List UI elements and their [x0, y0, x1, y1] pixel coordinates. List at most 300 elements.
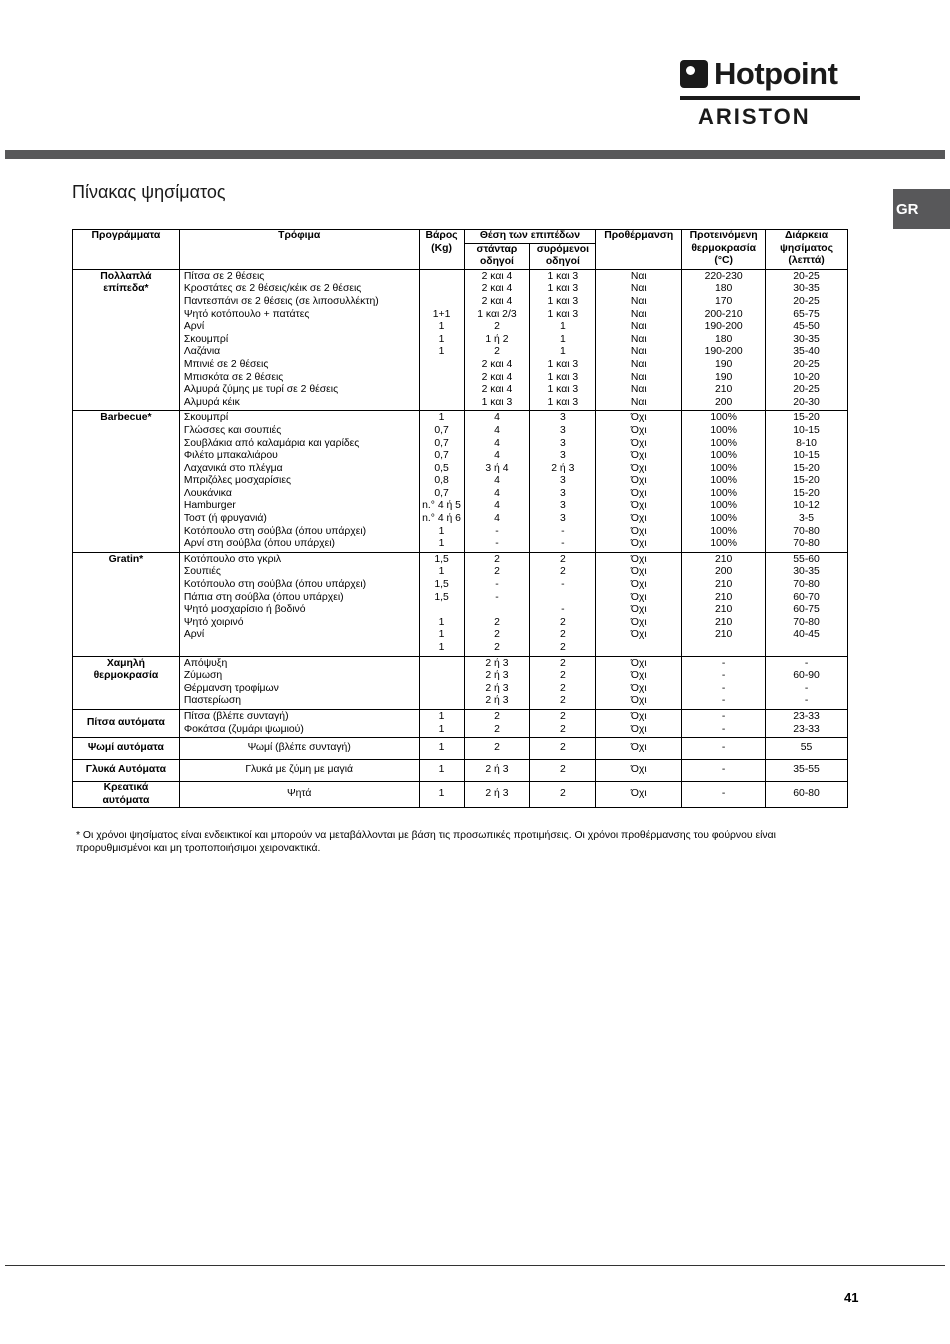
cell-line: 2: [494, 616, 500, 628]
cell-line: 1,5: [434, 579, 449, 591]
cell-line: -: [721, 695, 726, 707]
cell-line: 1: [559, 333, 566, 345]
cell-line: Μπινιέ σε 2 θέσεις: [183, 358, 269, 370]
cell-line: 2: [559, 723, 566, 735]
cell-temp: [682, 411, 766, 553]
cell-line: 210: [714, 553, 733, 565]
cell-line: 170: [714, 295, 733, 307]
cell-line: 45-50: [793, 321, 820, 333]
cell-time: [766, 411, 848, 553]
cell-time: [766, 709, 848, 737]
cell-line: 210: [714, 591, 733, 603]
cell-line: 55-60: [793, 553, 820, 565]
cell-line: [422, 658, 462, 671]
cell-line: 180: [714, 283, 733, 295]
program-group: [73, 738, 848, 760]
cell-line: 1: [438, 723, 445, 735]
cell-line: Όχι: [630, 604, 647, 616]
cell-sliding: [530, 411, 596, 553]
cell-line: 100%: [710, 525, 737, 537]
cell-line: 1 και 3: [481, 396, 513, 408]
cell-line: Όχι: [630, 450, 647, 462]
cell-line: Όχι: [630, 629, 647, 641]
cell-weight: 1: [419, 738, 464, 760]
cell-line: 200-210: [704, 308, 743, 320]
cell-line: Όχι: [630, 553, 647, 565]
cell-line: 2: [559, 710, 566, 722]
cell-line: 1: [438, 538, 445, 550]
cell-line: Γλυκά Αυτόματα: [85, 764, 167, 776]
cell-line: [422, 372, 462, 385]
cell-line: Λαζάνια: [183, 346, 221, 358]
cell-weight: [419, 709, 464, 737]
cell-line: 2 και 4: [481, 384, 513, 396]
cell-line: Όχι: [630, 682, 647, 694]
cell-line: 2 και 4: [481, 371, 513, 383]
cell-weight: 1: [419, 782, 464, 808]
cell-line: 1 και 3: [547, 270, 579, 282]
cell-line: n.° 4 ή 5: [422, 500, 461, 512]
cell-line: 1: [438, 525, 445, 537]
cell-line: -: [721, 657, 726, 669]
cell-line: 0,7: [434, 424, 449, 436]
cell-line: Πίτσα (βλέπε συνταγή): [183, 710, 289, 722]
cell-line: 210: [714, 604, 733, 616]
program-name: [73, 782, 180, 808]
cell-standard: [464, 552, 530, 656]
hotpoint-logo-icon: [680, 60, 708, 88]
cell-line: 1: [438, 333, 445, 345]
header-levels: Θέση των επιπέδων: [464, 230, 596, 244]
cell-food: Ψητά: [179, 782, 419, 808]
cell-food: Ψωμί (βλέπε συνταγή): [179, 738, 419, 760]
header-bar: [5, 150, 945, 159]
cell-line: Ναι: [630, 283, 647, 295]
cell-standard: [464, 269, 530, 411]
cell-weight: [419, 411, 464, 553]
cell-line: 2: [494, 642, 500, 653]
cell-line: Φιλέτο μπακαλιάρου: [183, 450, 278, 462]
program-name: [73, 411, 180, 553]
cell-line: 1 και 2/3: [477, 308, 517, 320]
cell-line: [598, 642, 679, 655]
cell-time: 55: [766, 738, 848, 760]
cell-line: [422, 670, 462, 683]
cell-line: [422, 283, 462, 296]
language-tab: GR: [893, 189, 950, 229]
cell-line: 1,5: [434, 553, 449, 565]
cell-line: Κοτόπουλο στη σούβλα (όπου υπάρχει): [183, 525, 367, 537]
cell-line: 190: [714, 358, 733, 370]
cell-line: 1 και 3: [547, 295, 579, 307]
cell-line: 1: [559, 346, 566, 358]
cell-line: -: [721, 670, 726, 682]
cell-line: Όχι: [630, 513, 647, 525]
cell-line: Λουκάνικα: [183, 487, 232, 499]
table-row: [73, 760, 848, 782]
cell-line: 3: [559, 450, 566, 462]
cell-line: Όχι: [630, 487, 647, 499]
program-group: [73, 709, 848, 737]
cell-line: 1 και 3: [547, 358, 579, 370]
cell-food: [179, 269, 419, 411]
brand-hotpoint: Hotpoint: [714, 56, 838, 91]
cell-line: Αρνί: [183, 321, 205, 333]
cell-line: Όχι: [630, 412, 647, 424]
cell-line: Φοκάτσα (ζυμάρι ψωμιού): [183, 723, 304, 735]
cell-line: 200: [714, 566, 733, 578]
table-row: [73, 782, 848, 808]
cell-line: [684, 642, 763, 655]
cell-line: 2 και 4: [481, 358, 513, 370]
cell-line: 1+1: [432, 308, 451, 320]
cell-line: [768, 642, 845, 655]
cell-line: 1 και 3: [547, 396, 579, 408]
cell-line: 1: [559, 321, 566, 333]
table-row: [73, 738, 848, 760]
cell-preheat: [596, 709, 682, 737]
cell-line: Όχι: [630, 475, 647, 487]
cell-line: Σκουμπρί: [183, 333, 229, 345]
cell-time: [766, 552, 848, 656]
cell-weight: [419, 656, 464, 709]
cell-line: -: [495, 591, 499, 603]
cell-line: -: [721, 682, 726, 694]
cell-line: 2: [559, 629, 566, 641]
cell-line: Όχι: [630, 591, 647, 603]
program-name: [73, 656, 180, 709]
cell-food: [179, 552, 419, 656]
cell-line: 3: [559, 424, 566, 436]
cell-line: 100%: [710, 424, 737, 436]
cell-line: 100%: [710, 500, 737, 512]
cell-line: 100%: [710, 538, 737, 550]
cell-line: Ζύμωση: [183, 670, 223, 682]
cell-temp: [682, 552, 766, 656]
cell-line: 4: [494, 437, 500, 449]
cell-line: Κοτόπουλο στη σούβλα (όπου υπάρχει): [183, 579, 367, 591]
header-temp: Προτεινόμενη θερμοκρασία (°C): [682, 230, 766, 270]
cell-line: Όχι: [630, 710, 647, 722]
header-time: Διάρκεια ψησίματος (λεπτά): [766, 230, 848, 270]
cell-line: 20-25: [793, 358, 820, 370]
cell-line: -: [495, 538, 499, 550]
table-row: [73, 411, 848, 553]
cell-line: 4: [494, 450, 500, 462]
cell-line: 2: [494, 629, 500, 641]
cell-line: 10-15: [793, 424, 820, 436]
cell-line: Ναι: [630, 396, 647, 408]
header-program: Προγράμματα: [73, 230, 180, 270]
cell-temp: [682, 269, 766, 411]
cell-temp: [682, 656, 766, 709]
cell-line: 1: [438, 616, 445, 628]
program-group: [73, 760, 848, 782]
cell-line: n.° 4 ή 6: [422, 513, 461, 525]
cell-line: 15-20: [793, 462, 820, 474]
cell-standard: 2 ή 3: [464, 782, 530, 808]
cell-line: 3: [559, 412, 566, 424]
cell-line: Barbecue*: [100, 412, 152, 424]
cell-line: [422, 384, 462, 397]
cell-line: Όχι: [630, 670, 647, 682]
cell-line: 190-200: [704, 321, 743, 333]
cell-line: Όχι: [630, 723, 647, 735]
cell-line: -: [561, 538, 565, 550]
cell-weight: [419, 552, 464, 656]
cell-line: 70-80: [793, 579, 820, 591]
cell-food: [179, 411, 419, 553]
cell-line: 190: [714, 371, 733, 383]
cell-sliding: 2: [530, 760, 596, 782]
cell-line: 23-33: [793, 723, 820, 735]
cell-line: Λαχανικά στο πλέγμα: [183, 462, 283, 474]
cell-line: Ψητό κοτόπουλο + πατάτες: [183, 308, 310, 320]
cell-standard: 2: [464, 738, 530, 760]
cell-line: 210: [714, 384, 733, 396]
brand-ariston: ARISTON: [698, 104, 811, 129]
cell-line: 2 ή 3: [485, 657, 509, 669]
footer-divider: [5, 1265, 945, 1266]
cell-line: Όχι: [630, 695, 647, 707]
program-name: [73, 760, 180, 782]
cell-standard: [464, 656, 530, 709]
footnote: * Οι χρόνοι ψησίματος είναι ενδεικτικοί και μπορούν να μεταβάλλονται με βάση τις προσωπικές προτιμήσεις. Οι χρόνοι προθέρμανσης του φούρνου είναι προρυθμισμένοι και μη τροποποιήσιμοι χειρονακτικά.: [76, 830, 776, 854]
cell-line: 1 και 3: [547, 384, 579, 396]
program-group: [73, 269, 848, 411]
cell-line: [422, 695, 462, 708]
cell-line: 4: [494, 412, 500, 424]
cell-line: 2: [494, 710, 500, 722]
cell-line: 30-35: [793, 333, 820, 345]
cell-line: Ναι: [630, 333, 647, 345]
program-group: [73, 656, 848, 709]
cell-line: 20-30: [793, 396, 820, 408]
header-sliding: συρόμενοι οδηγοί: [530, 243, 596, 269]
cell-line: 0,8: [434, 475, 449, 487]
cell-line: 4: [494, 475, 500, 487]
table-header: [73, 230, 848, 270]
cell-line: 20-25: [793, 384, 820, 396]
cell-line: Όχι: [630, 525, 647, 537]
cell-line: 1,5: [434, 591, 449, 603]
cell-line: 70-80: [793, 538, 820, 550]
cell-line: 20-25: [793, 295, 820, 307]
cell-line: 1: [438, 629, 445, 641]
cell-line: [422, 683, 462, 696]
cell-line: 2 ή 3: [485, 670, 509, 682]
cell-line: Ναι: [630, 346, 647, 358]
cell-line: Όχι: [630, 657, 647, 669]
cell-line: 100%: [710, 412, 737, 424]
cell-line: Ναι: [630, 270, 647, 282]
cell-line: 3-5: [799, 513, 815, 525]
cell-time: 60-80: [766, 782, 848, 808]
cell-line: Όχι: [630, 579, 647, 591]
cell-line: -: [495, 579, 499, 591]
cell-line: -: [495, 525, 499, 537]
cell-line: 10-20: [793, 371, 820, 383]
cell-line: 0,5: [434, 462, 449, 474]
cell-line: 1 και 3: [547, 308, 579, 320]
cell-line: Κροστάτες σε 2 θέσεις/κέικ σε 2 θέσεις: [183, 283, 362, 295]
cell-line: Όχι: [630, 616, 647, 628]
table-row: [73, 269, 848, 411]
cell-line: 180: [714, 333, 733, 345]
cell-line: 1: [438, 321, 445, 333]
cell-time: [766, 656, 848, 709]
cell-sliding: [530, 269, 596, 411]
cell-line: Όχι: [630, 437, 647, 449]
cell-line: 2 ή 3: [551, 462, 575, 474]
cell-sliding: [530, 552, 596, 656]
cell-line: [184, 642, 417, 655]
cell-line: Ναι: [630, 358, 647, 370]
program-group: [73, 552, 848, 656]
cell-line: Μπριζόλες μοσχαρίσιες: [183, 475, 292, 487]
cell-line: Σουβλάκια από καλαμάρια και γαρίδες: [183, 437, 360, 449]
header-preheat: Προθέρμανση: [596, 230, 682, 270]
cell-line: 100%: [710, 437, 737, 449]
cell-line: Απόψυξη: [183, 657, 228, 669]
cell-line: 15-20: [793, 487, 820, 499]
cell-line: 100%: [710, 475, 737, 487]
table-row: [73, 656, 848, 709]
cell-food: Γλυκά με ζύμη με μαγιά: [179, 760, 419, 782]
program-group: [73, 411, 848, 553]
cell-line: -: [804, 657, 809, 669]
table-row: [73, 709, 848, 737]
cell-preheat: Όχι: [596, 738, 682, 760]
cell-line: Ναι: [630, 295, 647, 307]
cell-line: 1: [438, 710, 445, 722]
cell-line: Χαμηλή: [106, 657, 145, 669]
cell-line: 1: [438, 642, 445, 653]
cell-line: -: [561, 579, 565, 591]
brand-logo: [680, 56, 862, 132]
cell-line: θερμοκρασία: [93, 670, 159, 682]
program-name: [73, 269, 180, 411]
table-row: [73, 552, 848, 656]
cell-line: 0,7: [434, 487, 449, 499]
cell-line: 3: [559, 500, 566, 512]
cell-preheat: Όχι: [596, 782, 682, 808]
cell-line: 70-80: [793, 525, 820, 537]
cell-food: [179, 656, 419, 709]
cell-line: 10-12: [793, 500, 820, 512]
cell-line: 1: [438, 346, 445, 358]
cell-line: 190-200: [704, 346, 743, 358]
cell-line: Ναι: [630, 321, 647, 333]
cell-line: 3: [559, 437, 566, 449]
cell-line: 2: [494, 346, 500, 358]
header-weight: Βάρος (Kg): [419, 230, 464, 270]
cell-line: [422, 271, 462, 284]
cell-line: -: [721, 723, 726, 735]
cell-time: [766, 269, 848, 411]
cell-line: 100%: [710, 513, 737, 525]
cell-line: Μπισκότα σε 2 θέσεις: [183, 371, 284, 383]
cell-line: 3: [559, 513, 566, 525]
cell-line: 0,7: [434, 437, 449, 449]
cell-sliding: 2: [530, 738, 596, 760]
cell-line: 4: [494, 424, 500, 436]
cell-line: 8-10: [796, 437, 817, 449]
header-food: Τρόφιμα: [179, 230, 419, 270]
logo-divider: [680, 96, 860, 100]
cell-line: 2: [494, 321, 500, 333]
cell-weight: [419, 269, 464, 411]
cell-sliding: [530, 709, 596, 737]
cell-line: 2: [559, 670, 566, 682]
cell-line: Ναι: [630, 308, 647, 320]
cell-line: Κοτόπουλο στο γκριλ: [183, 553, 282, 565]
cell-line: Ναι: [630, 384, 647, 396]
cell-line: 1 και 3: [547, 371, 579, 383]
cell-line: Όχι: [630, 424, 647, 436]
cell-line: 20-25: [793, 270, 820, 282]
cell-temp: -: [682, 760, 766, 782]
cell-line: Αλμυρά ζύμης με τυρί σε 2 θέσεις: [183, 384, 339, 396]
cell-line: 60-75: [793, 604, 820, 616]
cell-line: Αρνί στη σούβλα (όπου υπάρχει): [183, 538, 335, 550]
cell-line: Ψητό χοιρινό: [183, 616, 244, 628]
program-name: [73, 738, 180, 760]
cell-line: Πίτσα σε 2 θέσεις: [183, 270, 265, 282]
cell-line: 100%: [710, 450, 737, 462]
cell-line: Πίτσα αυτόματα: [86, 717, 165, 729]
cell-standard: [464, 411, 530, 553]
cell-line: 3: [559, 475, 566, 487]
cell-line: 65-75: [793, 308, 820, 320]
cell-line: 3 ή 4: [485, 462, 509, 474]
cell-line: -: [804, 682, 809, 694]
cell-preheat: Όχι: [596, 760, 682, 782]
cell-line: Παστερίωση: [183, 695, 242, 707]
baking-table: [72, 229, 848, 808]
cell-line: 23-33: [793, 710, 820, 722]
cell-line: 100%: [710, 487, 737, 499]
cell-line: Σουπιές: [183, 566, 221, 578]
cell-line: 3: [559, 487, 566, 499]
cell-time: 35-55: [766, 760, 848, 782]
cell-line: 15-20: [793, 475, 820, 487]
cell-line: 30-35: [793, 283, 820, 295]
cell-line: 2: [494, 553, 500, 565]
cell-line: Παντεσπάνι σε 2 θέσεις (σε λιποσυλλέκτη): [183, 295, 379, 307]
cell-line: 30-35: [793, 566, 820, 578]
cell-standard: [464, 709, 530, 737]
cell-line: -: [721, 710, 726, 722]
cell-line: 60-70: [793, 591, 820, 603]
cell-line: 100%: [710, 462, 737, 474]
cell-weight: 1: [419, 760, 464, 782]
cell-line: 2: [494, 566, 500, 578]
cell-line: Όχι: [630, 566, 647, 578]
cell-line: 35-40: [793, 346, 820, 358]
cell-line: 2: [494, 723, 500, 735]
cell-preheat: [596, 269, 682, 411]
cell-line: Θέρμανση τροφίμων: [183, 682, 279, 694]
cell-line: [422, 397, 462, 410]
cell-line: Γλώσσες και σουπιές: [183, 424, 282, 436]
cell-line: 2: [559, 657, 566, 669]
cell-line: Τοστ (ή φρυγανιά): [183, 513, 267, 525]
cell-line: Όχι: [630, 500, 647, 512]
cell-line: [422, 604, 462, 617]
program-group: [73, 782, 848, 808]
cell-line: 2 και 4: [481, 295, 513, 307]
